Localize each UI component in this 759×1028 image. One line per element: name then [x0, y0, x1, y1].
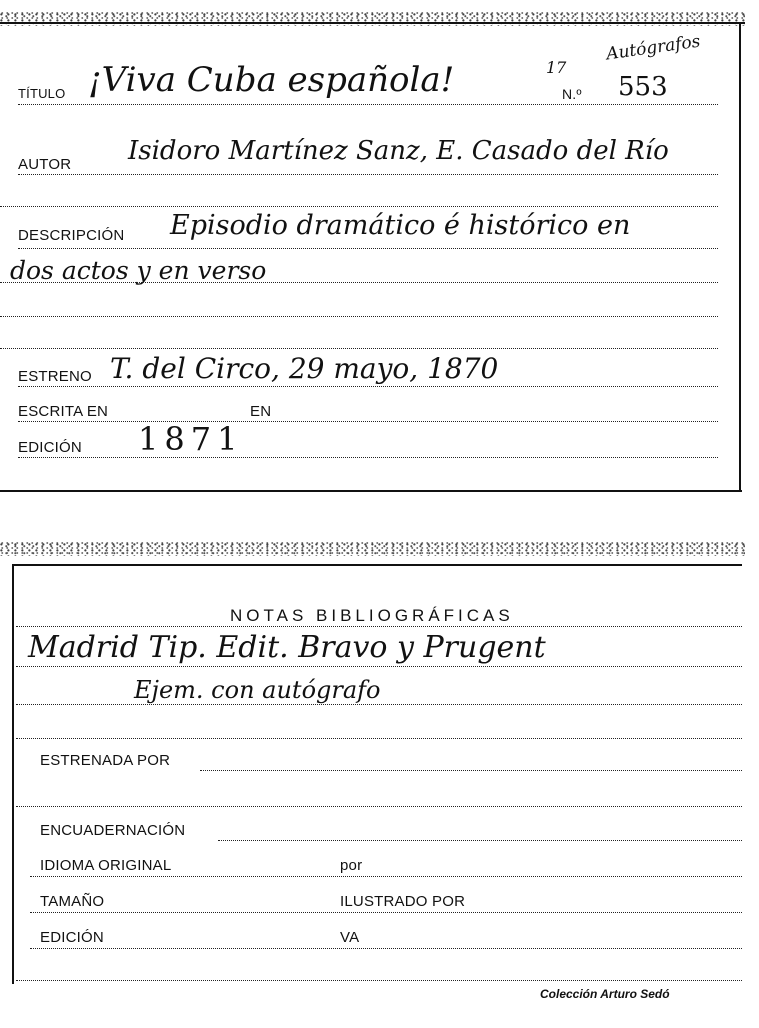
- numero-label: N.º: [562, 86, 582, 102]
- bottom-edicion-label: EDICIÓN: [40, 929, 104, 946]
- descripcion-rule-2: [0, 282, 718, 283]
- descripcion-line-2: dos actos y en verso: [10, 256, 267, 285]
- autor-label: AUTOR: [18, 156, 72, 173]
- descripcion-label: DESCRIPCIÓN: [18, 227, 125, 244]
- notas-rule-3: [16, 704, 742, 705]
- top-card-bottom-border: [0, 490, 742, 492]
- numero-value: 553: [618, 72, 668, 102]
- valor-label: VA: [340, 929, 360, 946]
- estreno-value: T. del Circo, 29 mayo, 1870: [110, 352, 499, 385]
- por-label: por: [340, 857, 363, 874]
- descripcion-line-1: Episodio dramático é histórico en: [170, 210, 631, 241]
- ilustrado-por-label: ILUSTRADO POR: [340, 893, 466, 910]
- edicion-label: EDICIÓN: [18, 439, 82, 456]
- top-card-edge-texture: [0, 12, 745, 26]
- edicion-value: 1871: [138, 420, 244, 458]
- bottom-card-left-border: [12, 564, 14, 984]
- titulo-rule: [18, 104, 718, 105]
- tamano-label: TAMAÑO: [40, 893, 105, 910]
- edicion-rule: [18, 457, 718, 458]
- notas-rule-1: [16, 626, 742, 627]
- notas-rule-6: [16, 980, 742, 981]
- estreno-rule: [18, 386, 718, 387]
- notas-line-2: Ejem. con autógrafo: [134, 676, 381, 704]
- notas-bibliograficas-title: NOTAS BIBLIOGRÁFICAS: [230, 606, 514, 625]
- estrenada-por-label: ESTRENADA POR: [40, 752, 171, 769]
- bottom-card-edge-texture: [0, 542, 745, 556]
- en-label: EN: [250, 403, 272, 420]
- collection-credit: Colección Arturo Sedó: [540, 987, 670, 1001]
- encuadernacion-label: ENCUADERNACIÓN: [40, 822, 186, 839]
- notas-line-1: Madrid Tip. Edit. Bravo y Prugent: [28, 630, 546, 665]
- autor-rule: [18, 174, 718, 175]
- estrenada-por-rule: [200, 770, 742, 771]
- autor-value: Isidoro Martínez Sanz, E. Casado del Río: [128, 136, 669, 166]
- encuadernacion-rule: [218, 840, 742, 841]
- idioma-original-label: IDIOMA ORIGINAL: [40, 857, 172, 874]
- autografos-note: Autógrafos: [605, 31, 702, 65]
- notas-rule-2: [16, 666, 742, 667]
- autografos-count: 17: [546, 58, 567, 77]
- titulo-label: TÍTULO: [18, 86, 66, 101]
- estreno-label: ESTRENO: [18, 368, 92, 385]
- top-card-right-border: [739, 22, 741, 492]
- descripcion-rule-1: [18, 248, 718, 249]
- idioma-rule: [30, 876, 742, 877]
- notas-rule-5: [16, 806, 742, 807]
- bottom-edicion-rule: [30, 948, 742, 949]
- escrita-en-label: ESCRITA EN: [18, 403, 109, 420]
- descripcion-rule-4: [0, 348, 718, 349]
- escrita-en-rule: [18, 421, 718, 422]
- bottom-card-top-border: [12, 564, 742, 566]
- tamano-rule: [30, 912, 742, 913]
- notas-rule-4: [16, 738, 742, 739]
- descripcion-rule-3: [0, 316, 718, 317]
- titulo-value: ¡Viva Cuba española!: [88, 60, 455, 100]
- top-card-top-border: [0, 22, 745, 24]
- separator-rule-1: [0, 206, 718, 207]
